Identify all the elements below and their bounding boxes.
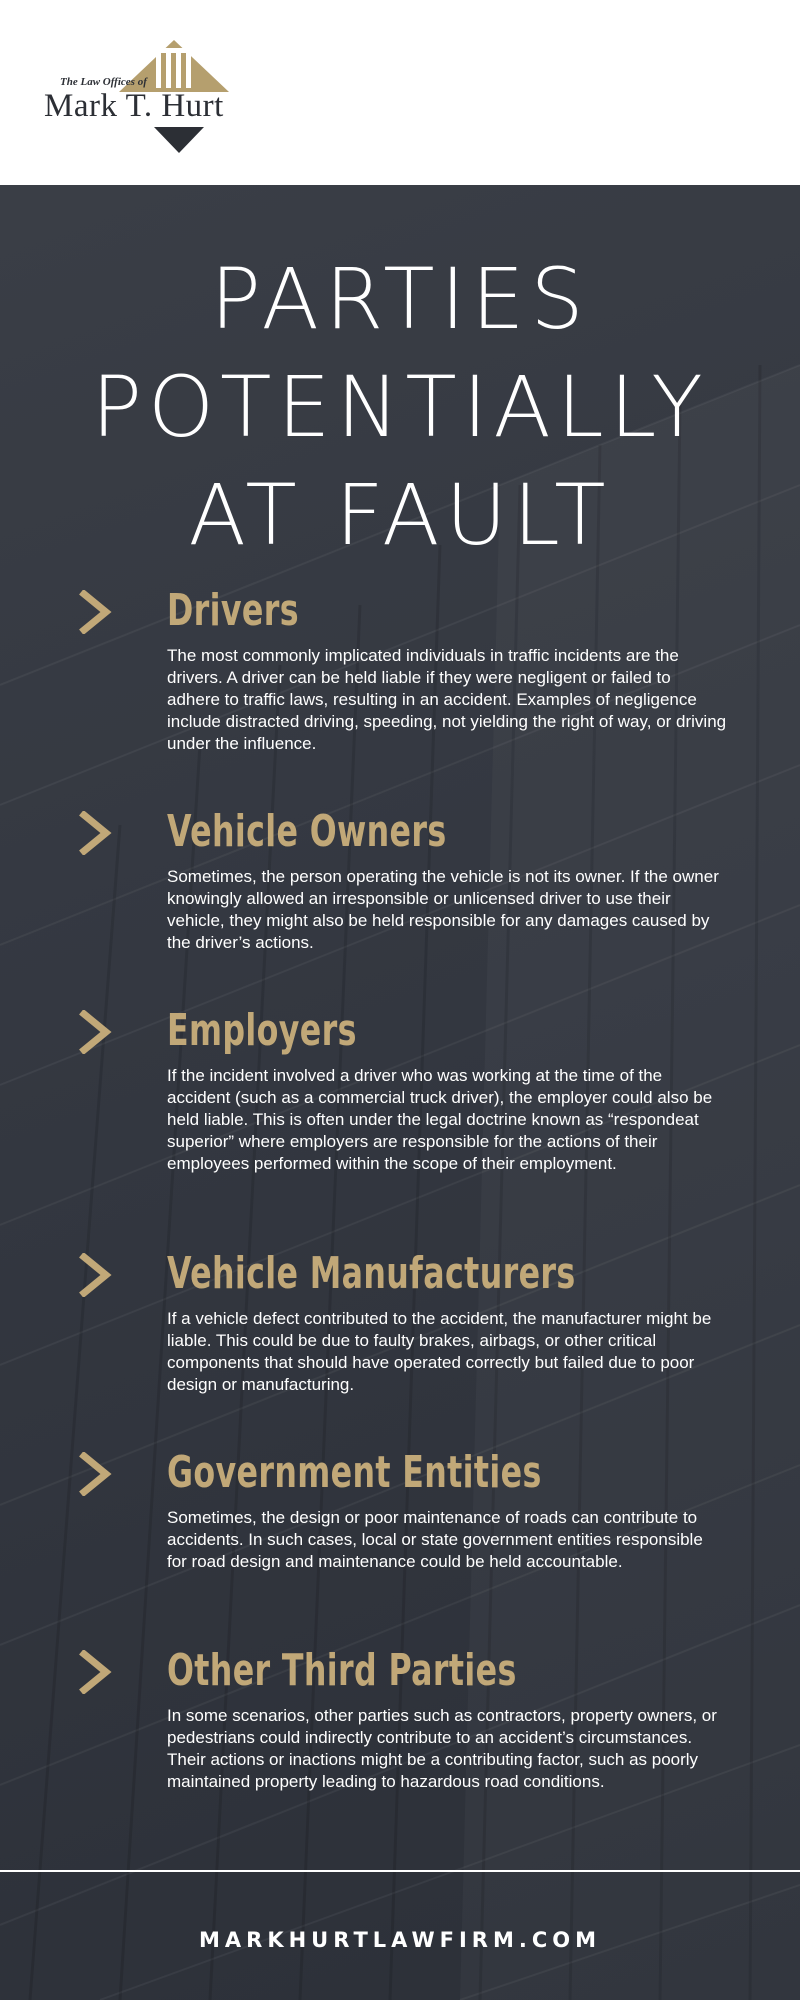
chevron-right-icon bbox=[78, 590, 118, 634]
item-description: The most commonly implicated individuals in traffic incidents are the drivers. A driver can be held liable if they were negligent or failed to adhere to traffic laws, resulting in an accident. Examples of negligence include distracted driving, speeding, not yielding the right of way, or driving under the influence. bbox=[167, 646, 727, 753]
chevron-right-icon bbox=[78, 811, 118, 855]
footer-website-link[interactable]: MARKHURTLAWFIRM.COM bbox=[199, 1928, 601, 1952]
item-description: If the incident involved a driver who was working at the time of the accident (such as a commercial truck driver), the employer could also be held liable. This is often under the legal doctrine known as “respondeat superior” where employers are responsible for the actions of their employees performed within the scope of their employment. bbox=[167, 1066, 713, 1173]
item-heading: Other Third Parties bbox=[167, 1645, 517, 1696]
chevron-right-icon bbox=[78, 1253, 118, 1297]
chevron-right-icon bbox=[78, 1010, 118, 1054]
item-heading: Employers bbox=[167, 1005, 357, 1056]
page-title bbox=[0, 245, 800, 569]
logo-pillar-icon bbox=[156, 52, 161, 88]
title-line: PARTIES bbox=[210, 250, 590, 348]
chevron-right-icon bbox=[78, 1650, 118, 1694]
header bbox=[0, 0, 800, 185]
logo-firm-name: Mark T. Hurt bbox=[44, 88, 224, 124]
chevron-right-icon bbox=[78, 1452, 118, 1496]
main-content bbox=[0, 185, 800, 2000]
logo-pillar-icon bbox=[186, 52, 191, 88]
logo-pillar-icon bbox=[176, 52, 181, 88]
footer-divider bbox=[0, 1870, 800, 1872]
item-description: Sometimes, the design or poor maintenance of roads can contribute to accidents. In such cases, local or state government entities responsible for road design and maintenance could be held accountable. bbox=[167, 1508, 703, 1571]
logo-down-triangle-icon bbox=[154, 127, 204, 153]
title-line: AT FAULT bbox=[188, 466, 612, 564]
title-line: POTENTIALLY bbox=[91, 358, 709, 456]
item-heading: Drivers bbox=[167, 585, 299, 636]
item-heading: Vehicle Manufacturers bbox=[167, 1248, 576, 1299]
logo-pillar-icon bbox=[166, 52, 171, 88]
item-description: If a vehicle defect contributed to the accident, the manufacturer might be liable. This could be due to faulty brakes, airbags, or other critical components that should have operated correctly but failed due to poor design or manufacturing. bbox=[167, 1309, 712, 1394]
item-description: In some scenarios, other parties such as contractors, property owners, or pedestrians could indirectly contribute to an accident’s circumstances. Their actions or inactions might be a contributing factor, such as poorly maintained property leading to hazardous road conditions. bbox=[167, 1706, 717, 1791]
firm-logo[interactable] bbox=[44, 38, 254, 158]
logo-small-text: The Law Offices of bbox=[60, 76, 147, 88]
item-heading: Vehicle Owners bbox=[167, 806, 447, 857]
item-heading: Government Entities bbox=[167, 1447, 542, 1498]
item-description: Sometimes, the person operating the vehicle is not its owner. If the owner knowingly allowed an irresponsible or unlicensed driver to use their vehicle, they might also be held responsible for any damages caused by the driver’s actions. bbox=[167, 867, 719, 952]
